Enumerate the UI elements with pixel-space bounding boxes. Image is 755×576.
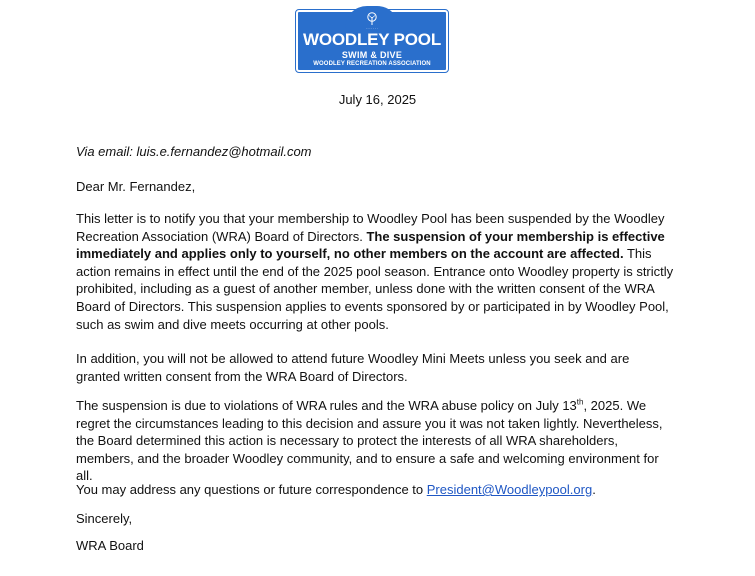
logo-small-text: ······· [365, 26, 379, 31]
paragraph-suspension-notice [76, 210, 676, 333]
paragraph-mini-meets: In addition, you will not be allowed to attend future Woodley Mini Meets unless you seek and are granted written consent from the WRA Board of Directors. [76, 351, 630, 384]
paragraph-contact [76, 481, 676, 499]
president-email-link[interactable]: President@Woodleypool.org [426, 482, 593, 497]
logo-subtitle: SWIM & DIVE [341, 50, 403, 60]
via-email-line: Via email: luis.e.fernandez@hotmail.com [76, 144, 312, 159]
paragraph-text: . [592, 482, 596, 497]
paragraph-text: This letter is to notify you that your membership to Woodley Pool has been suspended by the Woodley Recreation Association (WRA) Board of Directors. [76, 211, 665, 244]
letter-date: July 16, 2025 [338, 92, 417, 107]
paragraph-reason [76, 397, 676, 485]
paragraph-text: , 2025. We regret the circumstances leading to this decision and assure you it was not taken lightly. Nevertheless, the Board determined this action is necessary to protect the interests of all WRA shareholders, members, and the broader Woodley community, and to ensure a safe and welcoming environment for all. [76, 398, 663, 484]
woodley-pool-logo [296, 10, 448, 72]
tree-icon [365, 12, 379, 26]
paragraph-text: You may address any questions or future correspondence to [76, 482, 427, 497]
superscript-th: th [576, 397, 584, 407]
signature: WRA Board [76, 538, 144, 553]
closing: Sincerely, [76, 511, 133, 526]
paragraph-text: This action remains in effect until the end of the 2025 pool season. Entrance onto Woodley property is strictly prohibited, including as a guest of another member, unless done with the written consent of the WRA Board of Directors. This suspension applies to events sponsored by or participated in by Woodley Pool, such as swim and dive meets occurring at other pools. [76, 246, 674, 332]
logo-title: WOODLEY POOL [302, 30, 442, 49]
greeting: Dear Mr. Fernandez, [76, 179, 196, 194]
paragraph-bold-text: The suspension of your membership is effective immediately and applies only to yourself, no other members on the account are affected. [76, 228, 665, 262]
logo-association: WOODLEY RECREATION ASSOCIATION [313, 61, 431, 67]
paragraph-text: The suspension is due to violations of WRA rules and the WRA abuse policy on July 13 [76, 398, 577, 413]
